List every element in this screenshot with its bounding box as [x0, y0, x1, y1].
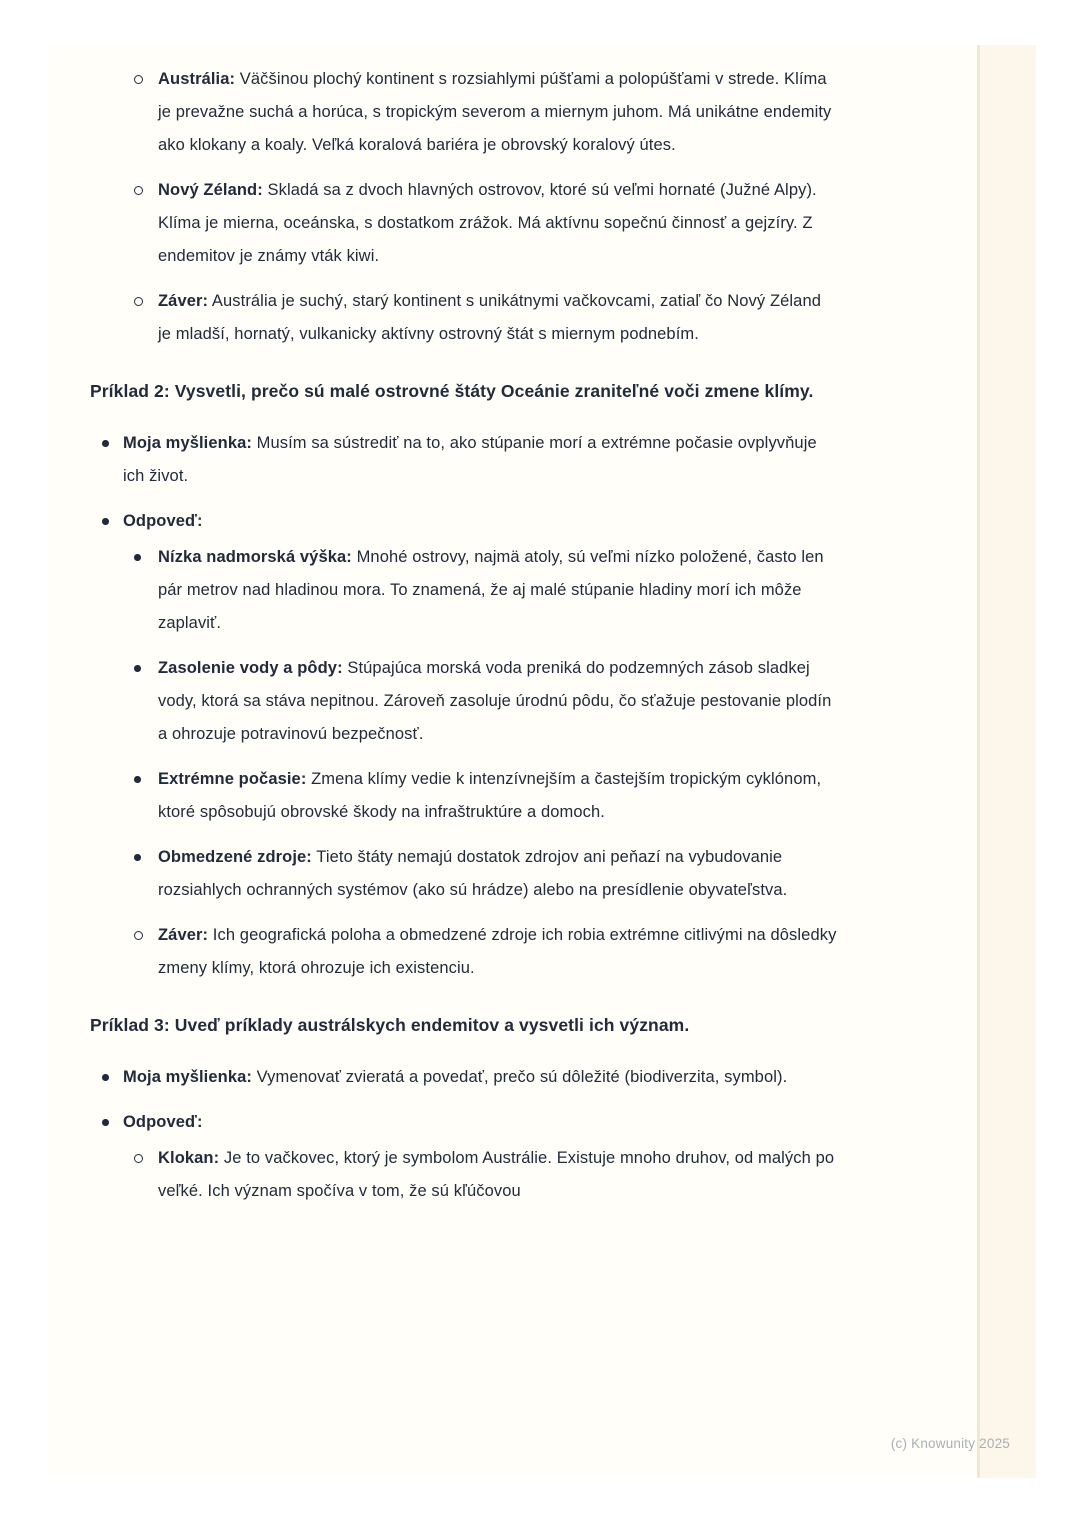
list-item: [90, 1061, 838, 1094]
list-item-text: Extrémne počasie: Zmena klímy vedie k intenzívnejším a častejším tropickým cyklónom, ktoré spôsobujú obrovské škody na infraštruktúre a domoch.: [158, 770, 822, 821]
list-item-lead: Extrémne počasie:: [158, 770, 307, 788]
list-item-text: Moja myšlienka: Vymenovať zvieratá a povedať, prečo sú dôležité (biodiverzita, symbol).: [123, 1068, 788, 1086]
list-item: [90, 652, 838, 751]
bullet-circle-icon: [134, 297, 143, 306]
list-item-text: Klokan: Je to vačkovec, ktorý je symbolom Austrálie. Existuje mnoho druhov, od malých po veľké. Ich význam spočíva v tom, že sú kľúčovou: [158, 1149, 835, 1200]
bullet-circle-icon: [134, 931, 143, 940]
list-item-lead: Obmedzené zdroje:: [158, 848, 312, 866]
list-item-lead: Nový Zéland:: [158, 181, 263, 199]
list-item-text: Záver: Ich geografická poloha a obmedzené zdroje ich robia extrémne citlivými na dôsledky zmeny klímy, ktorá ohrozuje ich existenciu.: [158, 926, 837, 977]
bullet-disc-icon: [102, 1074, 109, 1081]
list-item-lead: Záver:: [158, 926, 209, 944]
bullet-circle-icon: [134, 186, 143, 195]
list-item-lead: Moja myšlienka:: [123, 1068, 252, 1086]
list-item-text: Zasolenie vody a pôdy: Stúpajúca morská voda preniká do podzemných zásob sladkej vody, ktorá sa stáva nepitnou. Zároveň zasoluje úrodnú pôdu, čo sťažuje pestovanie plodín a ohrozuje potravinovú bezpečnosť.: [158, 659, 832, 743]
list-item: [90, 763, 838, 829]
list-item-text: Nový Zéland: Skladá sa z dvoch hlavných ostrovov, ktoré sú veľmi hornaté (Južné Alpy). Klíma je mierna, oceánska, s dostatkom zrážok. Má aktívnu sopečnú činnosť a gejzíry. Z endemitov je známy vták kiwi.: [158, 181, 817, 265]
list-item-text: Austrália: Väčšinou plochý kontinent s rozsiahlymi púšťami a polopúšťami v strede. Klíma je prevažne suchá a horúca, s tropickým severom a miernym juhom. Má unikátne endemity ako klokany a koaly. Veľká koralová bariéra je obrovský koralový útes.: [158, 70, 832, 154]
list-item-lead: Austrália:: [158, 70, 236, 88]
bullet-disc-icon: [102, 1119, 109, 1126]
next-page-edge: [977, 45, 1036, 1478]
list-item-lead: Nízka nadmorská výška:: [158, 548, 352, 566]
bullet-disc-icon: [134, 665, 141, 672]
list-item: [90, 427, 838, 493]
list-item-text: Záver: Austrália je suchý, starý kontinent s unikátnymi vačkovcami, zatiaľ čo Nový Zéland je mladší, hornatý, vulkanicky aktívny ostrovný štát s miernym podnebím.: [158, 292, 821, 343]
list-item-lead: Záver:: [158, 292, 209, 310]
list-item-lead: Klokan:: [158, 1149, 220, 1167]
bullet-circle-icon: [134, 1154, 143, 1163]
example-heading: Príklad 3: Uveď príklady austrálskych endemitov a vysvetli ich význam.: [90, 1015, 690, 1035]
list-item-lead: Odpoveď:: [123, 512, 203, 530]
list-item-text: Obmedzené zdroje: Tieto štáty nemajú dostatok zdrojov ani peňazí na vybudovanie rozsiahlych ochranných systémov (ako sú hrádze) alebo na presídlenie obyvateľstva.: [158, 848, 788, 899]
list-item: [90, 541, 838, 640]
list-item: [90, 841, 838, 907]
example-heading: Príklad 2: Vysvetli, prečo sú malé ostrovné štáty Oceánie zraniteľné voči zmene klímy.: [90, 381, 814, 401]
list-item: [90, 505, 838, 538]
list-item: [90, 285, 838, 351]
list-item: [90, 63, 838, 162]
list-item-text: [123, 512, 203, 530]
list-item-text: Nízka nadmorská výška: Mnohé ostrovy, najmä atoly, sú veľmi nízko položené, často len pár metrov nad hladinou mora. To znamená, že aj malé stúpanie hladiny morí ich môže zaplaviť.: [158, 548, 824, 632]
list-item: [90, 1142, 838, 1208]
list-item-lead: Odpoveď:: [123, 1113, 203, 1131]
list-item: [90, 919, 838, 985]
list-item: [90, 1106, 838, 1139]
list-item-text: Moja myšlienka: Musím sa sústrediť na to, ako stúpanie morí a extrémne počasie ovplyvňuje ich život.: [123, 434, 817, 485]
bullet-circle-icon: [134, 75, 143, 84]
bullet-disc-icon: [134, 776, 141, 783]
bullet-disc-icon: [134, 854, 141, 861]
copyright-watermark: (c) Knowunity 2025: [890, 1436, 1010, 1451]
document-page: [48, 45, 1036, 1478]
list-item-lead: Zasolenie vody a pôdy:: [158, 659, 343, 677]
list-item: [90, 174, 838, 273]
list-item-text: [123, 1113, 203, 1131]
list-item-lead: Moja myšlienka:: [123, 434, 252, 452]
bullet-disc-icon: [134, 554, 141, 561]
bullet-disc-icon: [102, 440, 109, 447]
bullet-disc-icon: [102, 518, 109, 525]
document-content: [90, 51, 838, 1208]
